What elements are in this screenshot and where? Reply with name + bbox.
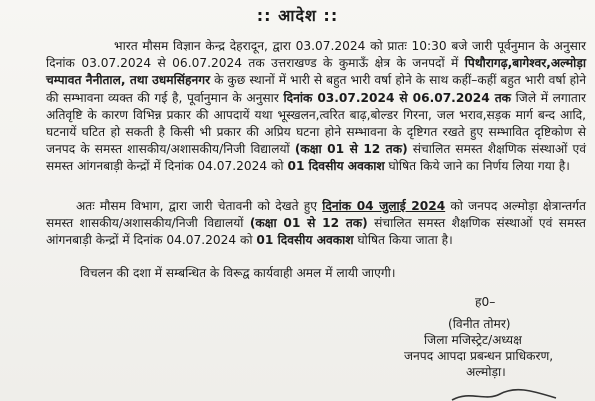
p1-text-3: जिले में लगातार अतिवृष्टि के कारण विभिन्न प्रकार की आपदायें यथा भूस्खलन,त्वरित बाढ़,बोल्डर गिरना, जल भराव,सड़क मार्ग बन्द आदि, घटनायें घटित हो सकती है किसी भी प्रकार की अप्रिय घटना होने सम्भावना के दृष्टिगत रखते हुए सम्भावित दृष्टिकोण से जनपद के समस्त शासकीय/अशासकीय/निजी विद्यालयों <box>46 90 586 157</box>
signatory-place: अल्मोड़ा। <box>466 365 506 379</box>
p1-date-range: दिनांक 03.07.2024 से 06.07.2024 तक <box>283 90 512 105</box>
p2-text-1: अतः मौसम विभाग, द्वारा जारी चेतावनी को देखते हुए <box>76 199 323 213</box>
p2-date: दिनांक 04 जुलाई 2024 <box>322 199 446 213</box>
signatory-designation: जिला मजिस्ट्रेट/अध्यक्ष <box>424 333 522 347</box>
p2-text-3: संचालित समस्त शैक्षणिक संस्थाओं एवं समस्त आंगनबाड़ी केन्द्रों में दिनांक 04.07.2024 को <box>46 216 587 248</box>
p2-classes: (कक्षा 01 से 12 तक) <box>249 216 368 231</box>
order-title: :: आदेश :: <box>256 6 339 25</box>
p1-text-4: संचालित समस्त शैक्षणिक संस्थाओं एवं समस्त आंगनबाड़ी केन्द्रों में दिनांक 04.07.2024 को <box>46 142 586 174</box>
p1-text-2: के कुछ स्थानों में भारी से बहुत भारी वर्षा होने के साथ कहीं–कहीं बहुत भारी वर्षा होने की सम्भावना व्यक्त की गई है, पूर्वानुमान के अनुसार <box>46 73 586 105</box>
p1-classes: (कक्षा 01 से 12 तक) <box>294 142 408 157</box>
p1-districts: पिथौरागढ़,बागेश्वर,अल्मोड़ा चम्पावत नैनीताल, तथा उधमसिंहनगर <box>46 56 586 88</box>
signatory-authority: जनपद आपदा प्रबन्धन प्राधिकरण, <box>404 349 554 363</box>
p1-text-5: घोषित किये जाने का निर्णय लिया गया है। <box>384 159 570 174</box>
p2-text-4: घोषित किया जाता है। <box>353 233 453 248</box>
p2-holiday: 01 दिवसीय अवकाश <box>256 233 354 248</box>
order-paragraph-3: विचलन की दशा में सम्बन्धित के विरूद्व कार्यवाही अमल में लायी जाएगी। <box>80 266 396 280</box>
signature-mark: ह0– <box>475 295 496 309</box>
p2-text-2: को जनपद अल्मोड़ा क्षेत्रान्तर्गत समस्त शासकीय/अशासकीय/निजी विद्यालयों <box>46 199 586 231</box>
order-paragraph-2 <box>46 198 586 250</box>
order-paragraph-1 <box>46 38 586 176</box>
p1-text-1: भारत मौसम विज्ञान केन्द्र देहरादून, द्वारा 03.07.2024 को प्रातः 10:30 बजे जारी पूर्वनुमान के अनुसार दिनांक 03.07.2024 से 06.07.2024 तक उत्तराखण्ड के कुमाऊँ क्षेत्र के जनपदों में <box>46 39 586 71</box>
signatory-name: (विनीत तोमर) <box>448 317 511 331</box>
p1-holiday: 01 दिवसीय अवकाश <box>287 159 385 174</box>
handwritten-signature <box>450 386 560 401</box>
